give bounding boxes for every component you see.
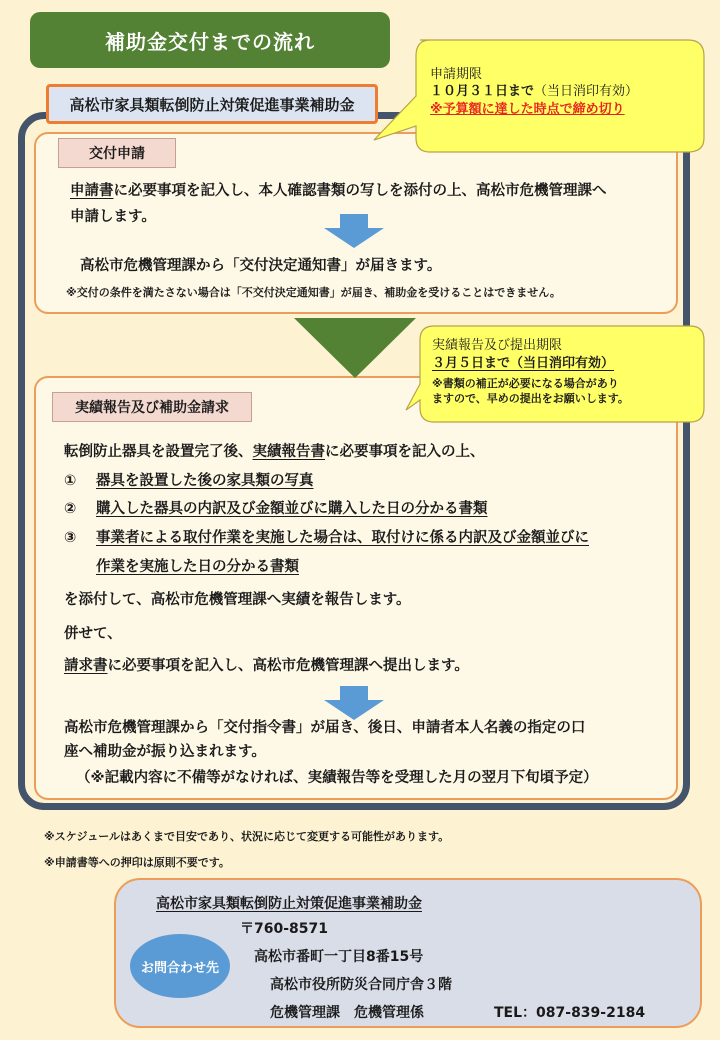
performance-report-link[interactable]: 実績報告書	[252, 444, 325, 460]
callout2-deadline: ３月５日まで（当日消印有効）	[432, 356, 615, 371]
contact-division: 危機管理課 危機管理係	[270, 1005, 424, 1021]
step1-line1-rest: に必要事項を記入し、本人確認書類の写しを添付の上、高松市危機管理課へ	[113, 183, 607, 199]
item-1-text: 器具を設置した後の家具類の写真	[96, 473, 314, 489]
step2-also: 併せて、	[64, 626, 122, 642]
callout1-deadline: １０月３１日まで	[430, 84, 535, 99]
callout1-heading: 申請期限	[430, 67, 483, 82]
footnote-seal: ※申請書等への押印は原則不要です。	[44, 856, 230, 869]
application-form-link[interactable]: 申請書	[70, 183, 114, 199]
step2-tag: 実績報告及び補助金請求	[52, 392, 252, 422]
footnote-schedule: ※スケジュールはあくまで目安であり、状況に応じて変更する可能性があります。	[44, 830, 450, 843]
big-down-triangle-icon	[294, 318, 416, 380]
item-3-text-cont: 作業を実施した日の分かる書類	[96, 559, 299, 575]
contact-tel[interactable]: TEL：087-839-2184	[494, 1005, 646, 1021]
step2-intro	[64, 442, 485, 462]
program-label: 高松市家具類転倒防止対策促進事業補助金	[46, 84, 378, 124]
claim-form-link[interactable]: 請求書	[64, 658, 108, 674]
down-arrow-icon	[322, 214, 386, 248]
step2-result-note: （※記載内容に不備等がなければ、実績報告等を受理した月の翌月下旬頃予定）	[76, 770, 598, 786]
step1-line2: 申請します。	[70, 209, 156, 225]
step2-intro-pre: 転倒防止器具を設置完了後、	[64, 444, 253, 460]
page-title: 補助金交付までの流れ	[30, 12, 390, 68]
step2-attach: を添付して、高松市危機管理課へ実績を報告します。	[64, 592, 411, 608]
contact-program: 高松市家具類転倒防止対策促進事業補助金	[156, 896, 422, 912]
contact-address2: 高松市役所防災合同庁舎３階	[270, 977, 452, 993]
item-2-number: ②	[64, 501, 77, 517]
item-3-number: ③	[64, 530, 77, 546]
item-1-number: ①	[64, 473, 77, 489]
callout1-deadline-line	[430, 84, 638, 100]
callout2-heading: 実績報告及び提出期限	[432, 338, 563, 353]
callout1-warning: ※予算額に達した時点で締め切り	[430, 102, 625, 117]
step2-result-line2: 座へ補助金が振り込まれます。	[64, 744, 266, 760]
callout2-note-line2: ますので、早めの提出をお願いします。	[432, 392, 629, 405]
contact-address1: 高松市番町一丁目8番15号	[254, 949, 424, 965]
step1-line1	[70, 181, 607, 201]
step2-claim	[64, 656, 469, 676]
contact-postal: 〒760-8571	[240, 921, 328, 937]
item-3-text: 事業者による取付作業を実施した場合は、取付けに係る内訳及び金額並びに	[96, 530, 589, 546]
step1-note: ※交付の条件を満たさない場合は「不交付決定通知書」が届き、補助金を受けることはできません。	[66, 286, 561, 299]
step1-tag: 交付申請	[58, 138, 176, 168]
step2-result-line1: 高松市危機管理課から「交付指令書」が届き、後日、申請者本人名義の指定の口	[64, 720, 586, 736]
step2-claim-rest: に必要事項を記入し、高松市危機管理課へ提出します。	[107, 658, 469, 674]
down-arrow-icon-2	[322, 686, 386, 720]
contact-label: お問合わせ先	[130, 934, 230, 998]
step2-intro-post: に必要事項を記入の上、	[325, 444, 485, 460]
callout1-deadline-note: （当日消印有効）	[534, 84, 639, 99]
step1-result: 高松市危機管理課から「交付決定通知書」が届きます。	[80, 258, 442, 274]
callout2-note-line1: ※書類の補正が必要になる場合があり	[432, 377, 619, 390]
item-2-text: 購入した器具の内訳及び金額並びに購入した日の分かる書類	[96, 501, 488, 517]
